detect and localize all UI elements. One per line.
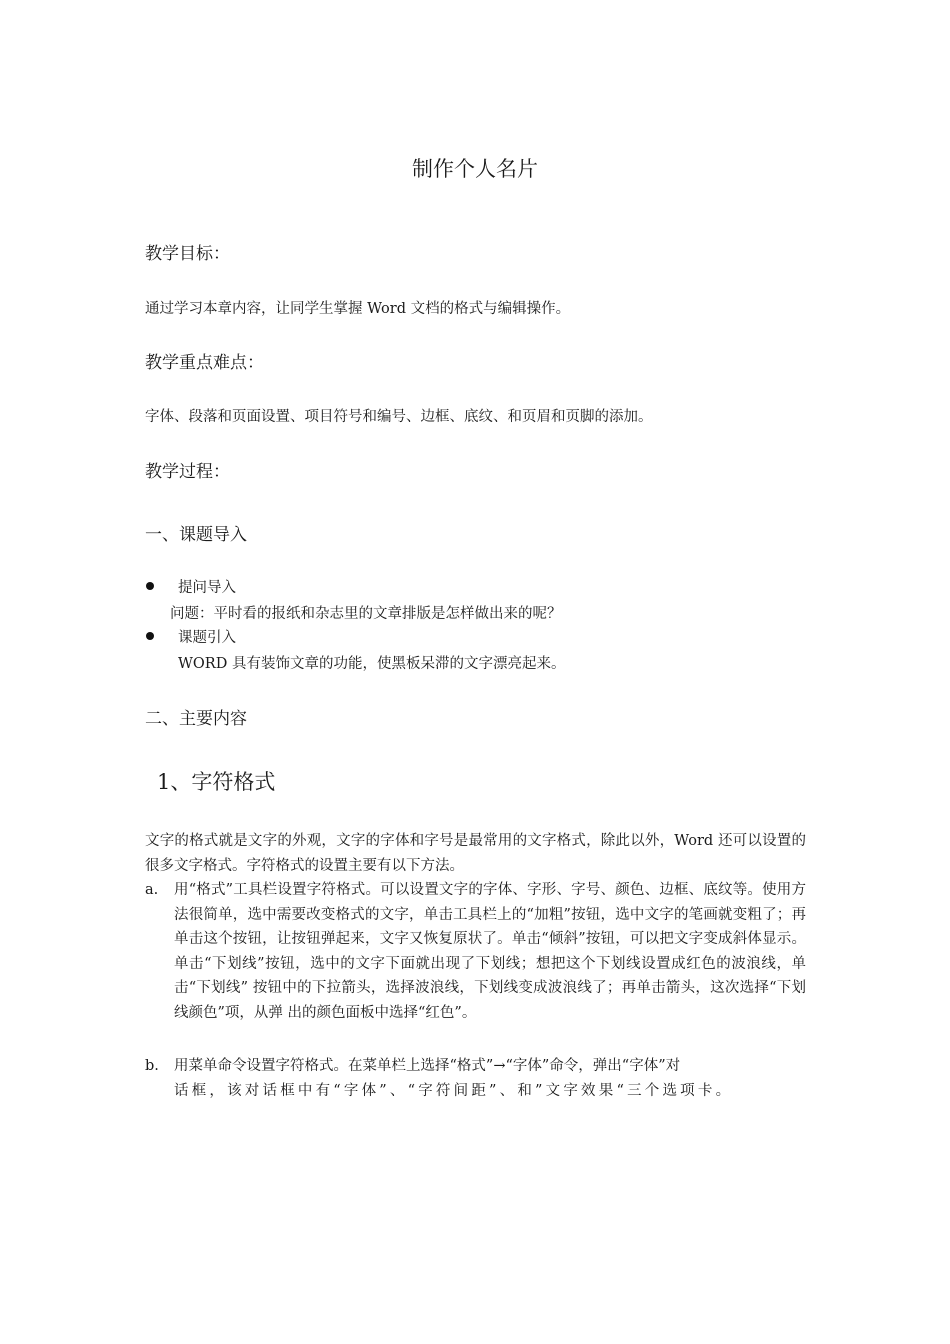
- key-points-text: 字体、段落和页面设置、项目符号和编号、边框、底纹、和页眉和页脚的添加。: [145, 409, 653, 425]
- section-intro-heading: 一、课题导入: [145, 525, 247, 545]
- teaching-process-heading: 教学过程：: [145, 462, 230, 482]
- bullet-item-topic-detail: WORD 具有装饰文章的功能，使黑板呆滞的文字漂亮起来。: [178, 656, 566, 672]
- key-points-heading: 教学重点难点：: [145, 353, 264, 373]
- teaching-goal-text: 通过学习本章内容，让同学生掌握 Word 文档的格式与编辑操作。: [145, 301, 571, 317]
- bullet-item-question-detail: 问题：平时看的报纸和杂志里的文章排版是怎样做出来的呢？: [170, 606, 562, 622]
- intro-paragraph: 文字的格式就是文字的外观，文字的字体和字号是最常用的文字格式，除此以外，Word 还可以设置的很多文字格式。字符格式的设置主要有以下方法。: [145, 833, 806, 874]
- teaching-goal-heading: 教学目标：: [145, 244, 230, 264]
- document-title: 制作个人名片: [412, 157, 538, 181]
- list-item-a: [145, 878, 806, 1025]
- list-marker-b: b.: [145, 1058, 159, 1074]
- subsection-character-format-heading: 1、字符格式: [157, 770, 276, 794]
- list-item-b: [145, 1054, 806, 1103]
- list-item-b-line2: 话框，该对话框中有“字体”、“字符间距”、和”文字效果“三个选项卡。: [174, 1082, 734, 1099]
- list-item-b-line1: 用菜单命令设置字符格式。在菜单栏上选择“格式”→“字体”命令，弹出“字体”对: [174, 1058, 681, 1074]
- bullet-icon: [146, 632, 154, 640]
- section-main-heading: 二、主要内容: [145, 709, 247, 729]
- bullet-item-topic-label: 课题引入: [178, 630, 236, 646]
- bullet-icon: [146, 582, 154, 590]
- bullet-item-question-label: 提问导入: [178, 580, 236, 596]
- list-marker-a: a.: [145, 882, 159, 898]
- list-item-a-text: 用“格式”工具栏设置字符格式。可以设置文字的字体、字形、字号、颜色、边框、底纹等。使用方法很简单，选中需要改变格式的文字，单击工具栏上的“加粗”按钮，选中文字的笔画就变粗了；再单击这个按钮，让按钮弹起来，文字又恢复原状了。单击“倾斜”按钮，可以把文字变成斜体显示。单击“下划线”按钮，选中的文字下面就出现了下划线；想把这个下划线设置成红色的波浪线，单击“下划线” 按钮中的下拉箭头，选择波浪线，下划线变成波浪线了；再单击箭头，这次选择“下划线颜色”项，从弹 出的颜色面板中选择“红色”。: [174, 882, 806, 1021]
